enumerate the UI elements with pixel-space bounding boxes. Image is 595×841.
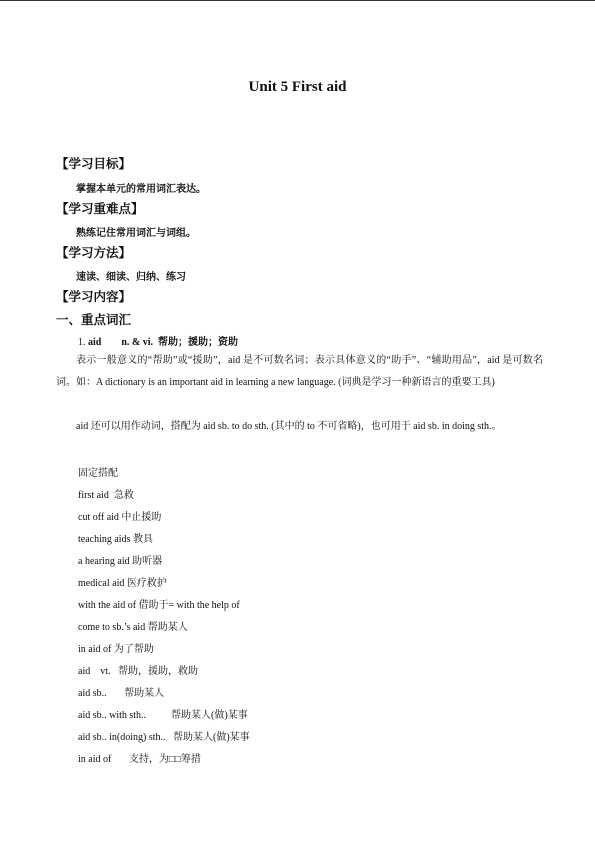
paragraph-aid-usage: 表示一般意义的“帮助”或“援助”，aid 是不可数名词；表示具体意义的“助手”、“辅助用品”，aid 是可数名词。如：A dictionary is an important aid in learning a new language. (词典是学习一种新语言的重要工具): [56, 355, 543, 388]
headword-pos: n. & vi.: [121, 337, 154, 348]
collocations-label: 固定搭配: [78, 468, 118, 479]
collocation-item: come to sb.’s aid 帮助某人: [78, 622, 188, 633]
headword-line: [78, 333, 238, 348]
collocation-item: teaching aids 教具: [78, 534, 153, 545]
collocation-item: aid sb.. 帮助某人: [78, 688, 165, 699]
collocation-item: a hearing aid 助听器: [78, 556, 163, 567]
goal-text: 掌握本单元的常用词汇表达。: [76, 184, 206, 195]
part-one-heading: 一、重点词汇: [56, 312, 132, 327]
goal-header: 【学习目标】: [56, 156, 132, 171]
method-text: 速读、细读、归纳、练习: [76, 272, 186, 283]
headword-number: 1.: [78, 337, 86, 348]
collocation-item: aid vt. 帮助，援助，救助: [78, 666, 198, 677]
collocation-item: aid sb.. with sth.. 帮助某人(做)某事: [78, 710, 248, 721]
headword: aid: [88, 337, 102, 348]
key-points-text: 熟练记住常用词汇与词组。: [76, 228, 196, 239]
collocation-item: aid sb.. in(doing) sth.. 帮助某人(做)某事: [78, 732, 250, 743]
paragraph-aid-verb: aid 还可以用作动词，搭配为 aid sb. to do sth. (其中的 to 不可省略)，也可用于 aid sb. in doing sth.。: [76, 421, 502, 432]
document-title: Unit 5 First aid: [248, 79, 347, 95]
key-points-header: 【学习重难点】: [56, 201, 144, 216]
page-top-rule: [0, 0, 595, 1]
headword-meaning: 帮助；援助；资助: [158, 337, 239, 348]
collocation-item: medical aid 医疗救护: [78, 578, 167, 589]
collocation-item: with the aid of 借助于= with the help of: [78, 600, 240, 611]
collocation-item: cut off aid 中止援助: [78, 512, 162, 523]
collocation-item: in aid of 支持，为□□筹措: [78, 754, 201, 765]
collocation-item: in aid of 为了帮助: [78, 644, 154, 655]
collocation-item: first aid 急救: [78, 490, 134, 501]
content-header: 【学习内容】: [56, 289, 132, 304]
method-header: 【学习方法】: [56, 245, 132, 260]
